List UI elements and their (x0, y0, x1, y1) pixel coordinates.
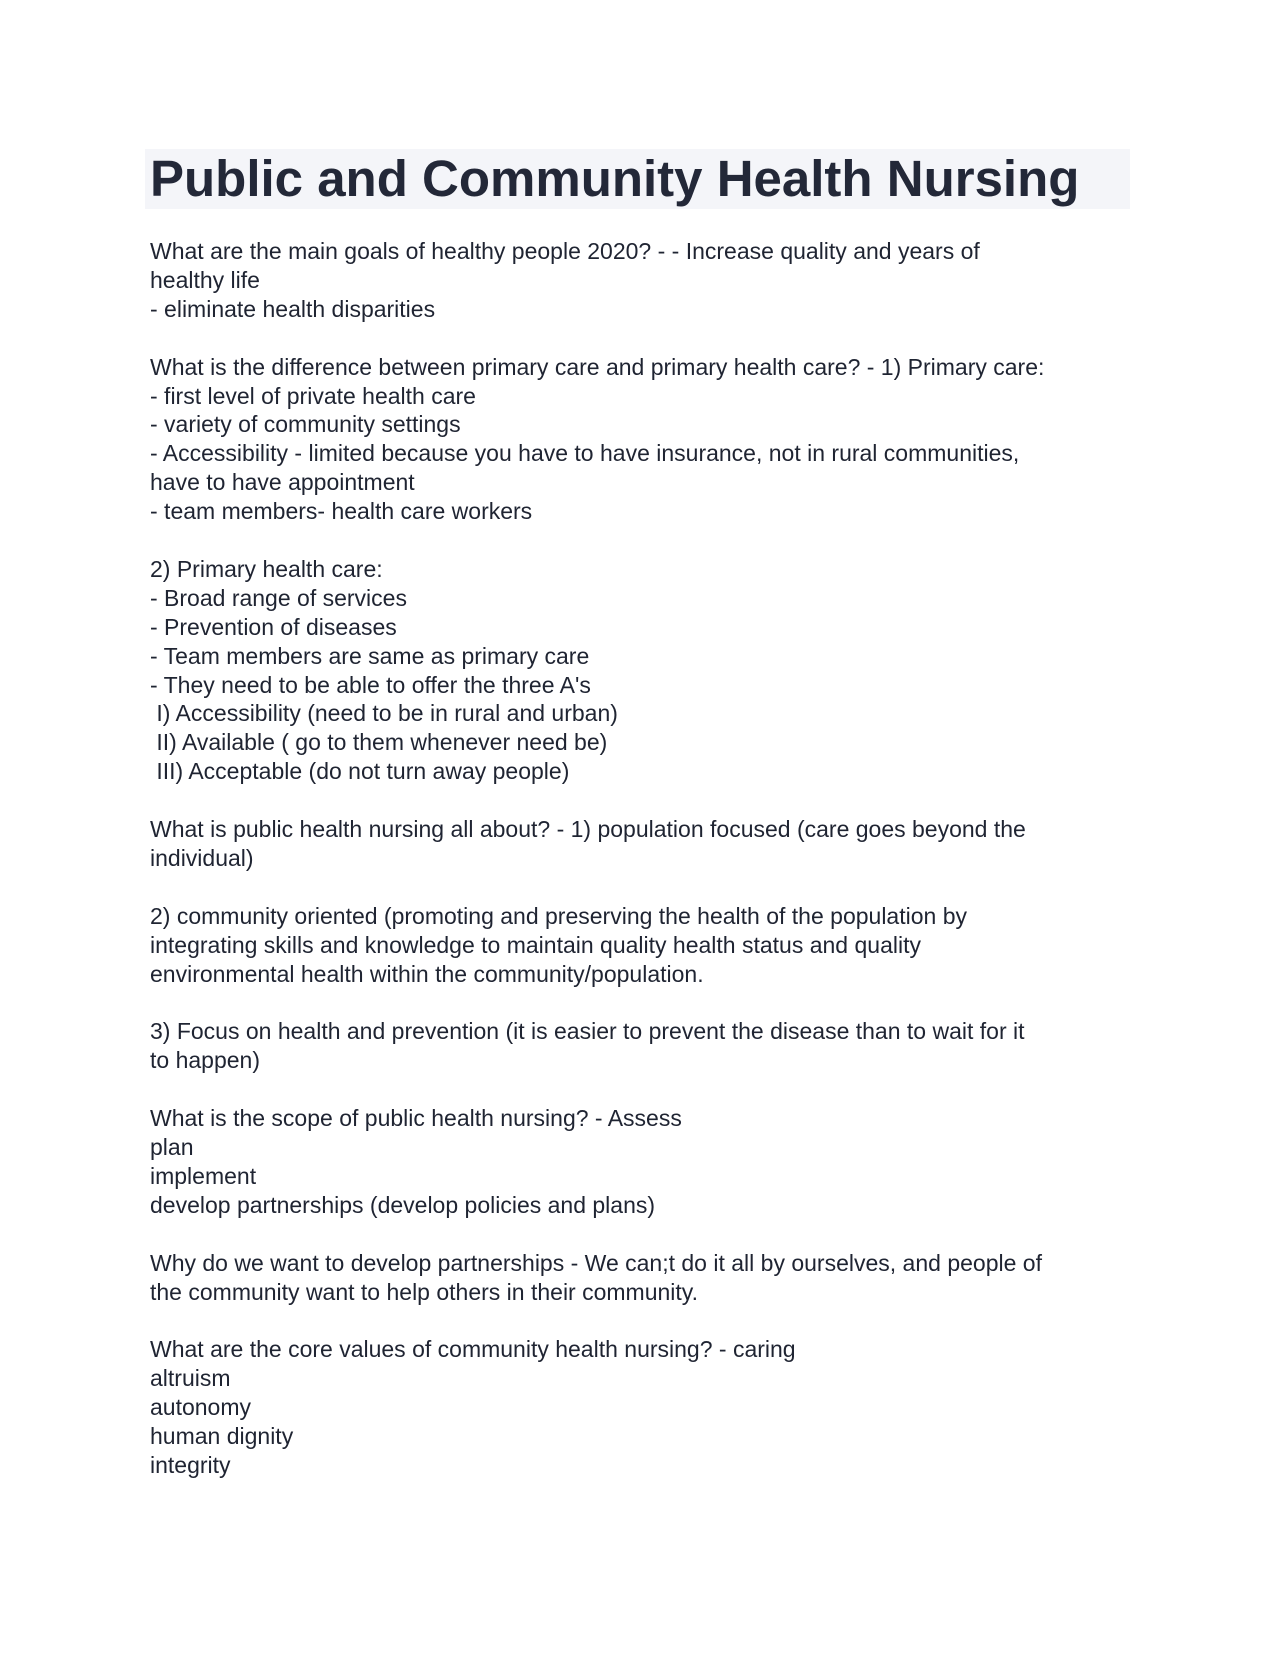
text-line: the community want to help others in their community. (150, 1278, 698, 1305)
text-line: integrity (150, 1451, 231, 1478)
text-line: 2) community oriented (promoting and preserving the health of the population by (150, 902, 967, 929)
text-line: develop partnerships (develop policies and plans) (150, 1191, 656, 1218)
text-line: - eliminate health disparities (150, 295, 436, 322)
qa-block (150, 1104, 1135, 1220)
text-line: - Broad range of services (150, 584, 407, 611)
qa-block (150, 1017, 1135, 1075)
qa-block (150, 1249, 1135, 1307)
text-line: individual) (150, 844, 254, 871)
text-line: What is public health nursing all about? - 1) population focused (care goes beyond the (150, 816, 1026, 843)
text-line: - Team members are same as primary care (150, 642, 590, 669)
qa-block (150, 555, 1135, 786)
text-line: autonomy (150, 1394, 252, 1421)
text-line: I) Accessibility (need to be in rural and urban) (150, 700, 618, 727)
text-line: altruism (150, 1365, 231, 1392)
text-line: - Accessibility - limited because you have to have insurance, not in rural communities, (150, 440, 1020, 467)
text-line: to happen) (150, 1047, 260, 1074)
text-line: What are the core values of community health nursing? - caring (150, 1336, 796, 1363)
text-line: have to have appointment (150, 469, 415, 496)
text-line: integrating skills and knowledge to maintain quality health status and quality (150, 931, 921, 958)
text-line: - They need to be able to offer the three A's (150, 671, 591, 698)
text-line: human dignity (150, 1423, 294, 1450)
text-line: III) Acceptable (do not turn away people) (150, 758, 570, 785)
text-line: implement (150, 1162, 257, 1189)
text-line: plan (150, 1134, 194, 1160)
text-line: - variety of community settings (150, 411, 461, 438)
qa-block (150, 237, 1135, 324)
text-line: II) Available ( go to them whenever need be) (150, 729, 608, 756)
page-title: Public and Community Health Nursing (150, 150, 1080, 207)
text-line: 2) Primary health care: (150, 555, 383, 582)
text-line: - team members- health care workers (150, 498, 533, 525)
text-line: Why do we want to develop partnerships - We can;t do it all by ourselves, and people of (150, 1249, 1042, 1276)
text-line: 3) Focus on health and prevention (it is easier to prevent the disease than to wait for it (150, 1018, 1025, 1045)
text-line: What is the difference between primary care and primary health care? - 1) Primary care: (150, 353, 1045, 380)
text-line: What are the main goals of healthy people 2020? - - Increase quality and years of (150, 238, 980, 264)
qa-block (150, 1335, 1135, 1480)
text-line: - first level of private health care (150, 382, 476, 409)
text-line: environmental health within the community/population. (150, 960, 704, 987)
document-body (150, 237, 1135, 1509)
text-line: - Prevention of diseases (150, 613, 397, 640)
qa-block (150, 815, 1135, 873)
qa-block (150, 902, 1135, 989)
text-line: What is the scope of public health nursing? - Assess (150, 1105, 682, 1132)
text-line: healthy life (150, 266, 260, 293)
qa-block (150, 353, 1135, 526)
